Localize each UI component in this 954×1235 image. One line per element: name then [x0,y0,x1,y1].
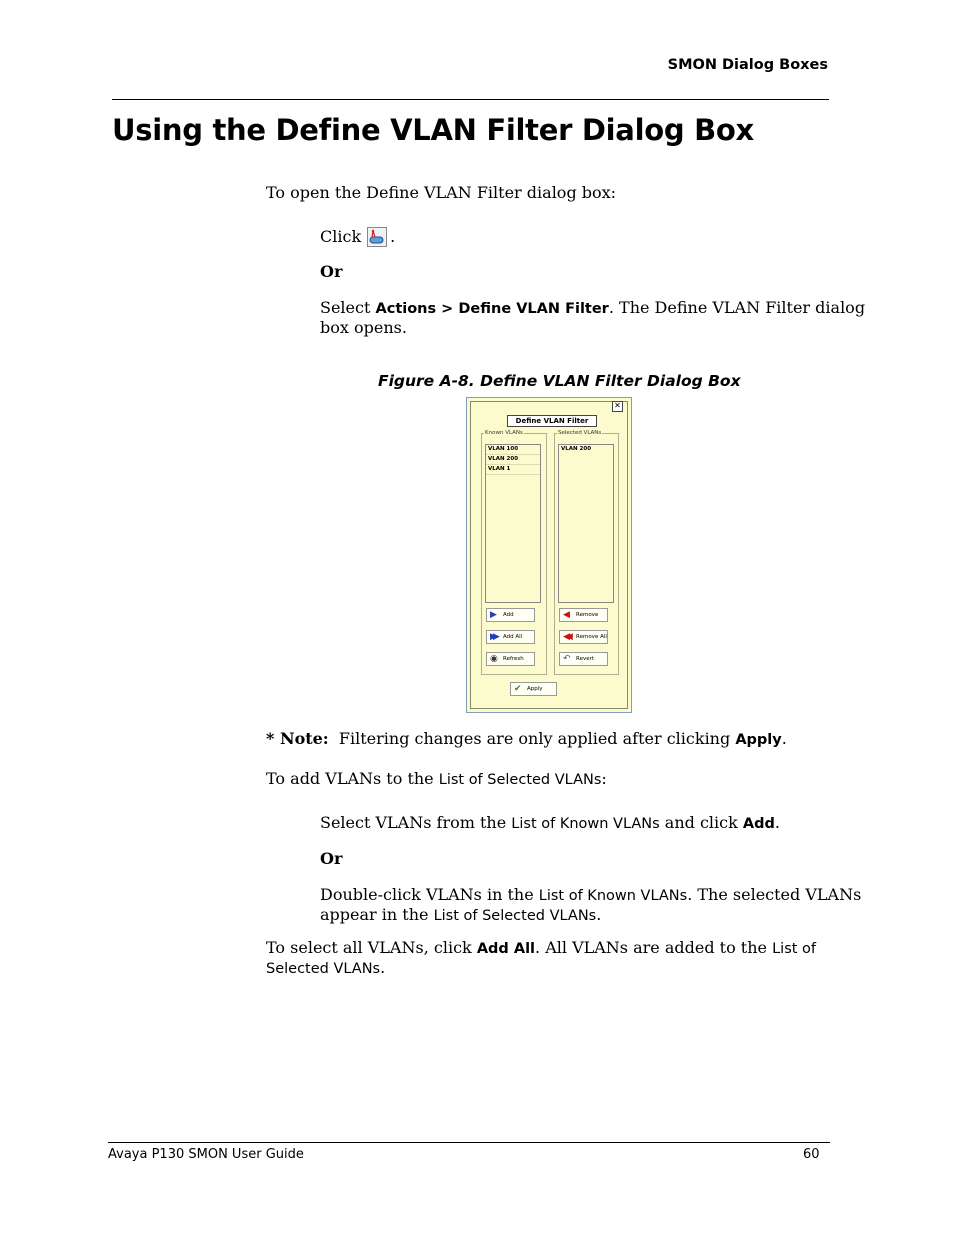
remove-label: Remove [576,612,599,618]
add-step-2-line1 [320,885,861,906]
remove-all-button[interactable] [559,630,608,644]
undo-icon: ↶ [563,654,571,664]
add-all-button[interactable] [486,630,535,644]
add-all-prefix: To select all VLANs, click [266,938,477,957]
intro-paragraph: To open the Define VLAN Filter dialog box: [266,183,617,202]
list-of-known-ref: List of Known VLANs [511,816,660,832]
select-step-line2: box opens. [320,318,407,337]
add-ref: Add [742,816,775,832]
list-item[interactable]: VLAN 1 [486,465,540,475]
or-separator-2: Or [320,849,343,868]
list-of-selected-ref: List of Selected VLANs [438,772,602,788]
select-prefix: Select [320,298,376,317]
add-button[interactable] [486,608,535,622]
add-intro-end: : [601,769,607,788]
step2-prefix: Double-click VLANs in the [320,885,539,904]
page-title: Using the Define VLAN Filter Dialog Box [112,113,754,147]
known-vlans-label: Known VLANs [485,430,523,436]
selected-vlans-group [554,430,619,675]
refresh-icon: ◉ [490,654,498,664]
step2-line2-prefix: appear in the [320,905,434,924]
double-arrow-right-icon: ▶▶ [490,632,496,642]
add-intro [266,769,607,790]
note-end: . [781,729,787,748]
add-all-line1 [266,938,816,959]
list-of-ref: List of [772,941,817,957]
add-all-ref: Add All [476,941,536,957]
list-item[interactable]: VLAN 200 [561,446,592,452]
refresh-label: Refresh [503,656,524,662]
revert-label: Revert [576,656,595,662]
known-vlans-list[interactable] [485,444,541,603]
arrow-right-icon: ▶ [490,610,497,620]
note-label: * Note: [266,729,329,748]
selected-vlans-label: Selected VLANs [558,430,602,436]
list-item[interactable]: VLAN 100 [486,445,540,455]
selected-vlans-ref: Selected VLANs [266,961,381,977]
known-vlans-group [481,430,547,675]
define-vlan-filter-dialog [466,397,632,713]
close-icon[interactable]: ✕ [612,401,623,412]
step1-end: . [774,813,780,832]
footer-doc-title: Avaya P130 SMON User Guide [108,1147,304,1162]
remove-button[interactable] [559,608,608,622]
note-text: Filtering changes are only applied after clicking [328,729,736,748]
click-step [320,227,395,247]
step2-mid: . The selected VLANs [687,885,862,904]
select-step-line1 [320,298,865,319]
figure-caption: Figure A-8. Define VLAN Filter Dialog Box [378,372,741,390]
list-of-selected-ref-2: List of Selected VLANs [433,908,597,924]
list-item[interactable]: VLAN 200 [486,455,540,465]
list-of-known-ref-2: List of Known VLANs [538,888,688,904]
apply-button[interactable] [510,682,557,696]
apply-label: Apply [527,686,543,692]
apply-ref: Apply [735,732,782,748]
click-word: Click [320,227,362,246]
checkmark-icon: ✔ [514,684,522,694]
page-number: 60 [803,1147,820,1162]
add-step-1 [320,813,780,834]
add-all-end: . [380,958,386,977]
header-rule [112,99,829,100]
add-all-line2 [266,958,385,979]
add-all-mid: . All VLANs are added to the [535,938,773,957]
remove-all-label: Remove All [576,634,607,640]
click-period: . [390,227,396,246]
selected-vlans-list[interactable] [558,444,614,603]
dialog-title: Define VLAN Filter [507,415,597,427]
add-step-2-line2 [320,905,601,926]
note [266,729,787,750]
footer-rule [108,1142,830,1143]
double-arrow-left-icon: ◀◀ [563,632,569,642]
menu-path: Actions > Define VLAN Filter [375,301,609,317]
step1-prefix: Select VLANs from the [320,813,512,832]
or-separator-1: Or [320,262,343,281]
step1-mid: and click [659,813,743,832]
add-all-label: Add All [503,634,523,640]
revert-button[interactable] [559,652,608,666]
add-intro-prefix: To add VLANs to the [266,769,439,788]
arrow-left-icon: ◀ [563,610,570,620]
refresh-button[interactable] [486,652,535,666]
define-vlan-filter-toolbar-icon[interactable] [367,227,387,247]
add-label: Add [503,612,514,618]
running-header: SMON Dialog Boxes [667,57,828,73]
step2-end: . [596,905,602,924]
select-suffix: . The Define VLAN Filter dialog [608,298,866,317]
